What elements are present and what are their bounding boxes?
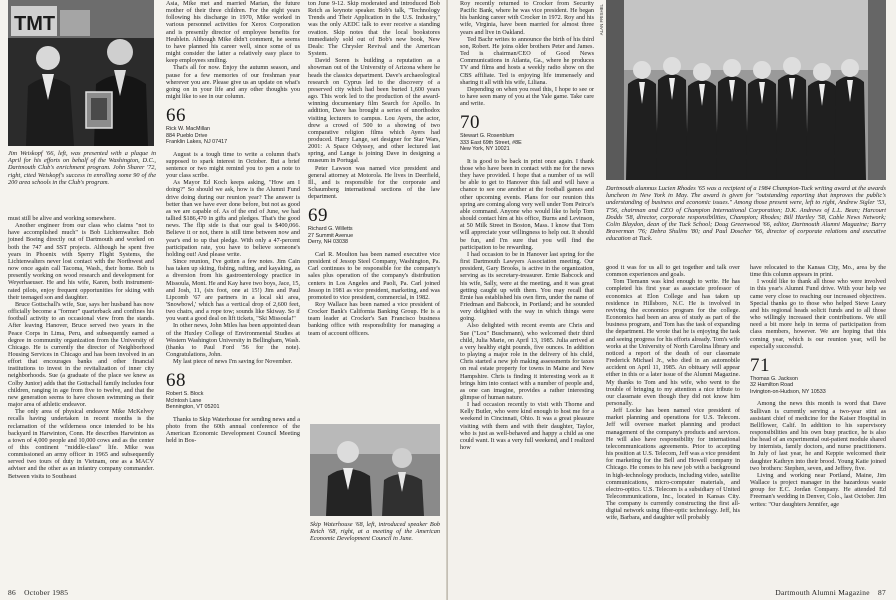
paragraph: Among the news this month is word that Dave Sullivan is currently serving a two-year stint as assistant chief of medicine for the Kaiser Hospital in Bellflower, Calif. In addition to his supervisory responsibilities and his own busy practice, he is also the head of an experimental out-patient module shared by internists, family doctors, and nurse practitioners. In July of last year, he and Keppie welcomed their daughter Kathryn into their brood. Young Katie joined two brothers: Stephen, seven, and Jeffrey, five. (750, 400, 886, 472)
svg-text:TMT: TMT (14, 13, 56, 35)
paragraph: Living and working near Portland, Maine, Jim Wallace is project manager in the hazardous waste group for E.C. Jordan Company. He attended Ed Freeman's wedding in Denver, Colo., last October. Jim writes: "Our daughters Jennifer, age (750, 471, 886, 508)
left-column-3 (308, 0, 440, 337)
publication-name: Dartmouth Alumni Magazine (775, 588, 870, 597)
paragraph: Since reunion, I've gotten a few notes. Jim Cain has taken up skiing, fishing, rafting, and kayaking, as a diversion from his gastroenterology practice in Missoula, Mont. He and Kay have two boys, Jace, 15, and Josh, 11, (six foot, one at 15!) Jim and Paul Lipcomb '67 are partners in a local ski area, 'Snowbowl,' which has a vertical drop of 2,600 feet, two chairs, and a rope tow; sounds like Skiway. So if you want a good deal on lift tickets, "Ski Missoula!" (166, 258, 300, 323)
paragraph: I would like to thank all those who were involved in this year's Alumni Fund drive. With your help we came very close to reaching our increased objectives. Special thanks go to those who helped Steve Leary and his regional heads solicit funds and to all those who willingly increased their contributions. We still need a bit more help in terms of participation from class members, however. We are hoping that this coming year, which is our reunion year, will be especially successful. (750, 278, 886, 350)
paragraph: Another engineer from our class who claims "not to have accomplished much" is Bob Lichtenwalter. Bob joined Boeing directly out of Dartmouth and worked on both the 747 and SST projects. Although he spent five years in Phoenix with Sperry Flight Systems, the Lichtenwalters never lost contact with the Northwest and now once again call Tacoma, Wash., their home. Bob is presently working on wood research and development for Weyerhaeuser. He and his wife, Karen, both instrument-rated pilots, enjoy frequent opportunities for skiing with their teenaged son and daughter. (8, 222, 154, 301)
paragraph: That's all for now. Enjoy the autumn season, and pause for a few memories of our freshman year wherever you are. Please give us an update on what's going on in your life and any other thoughts you might like to see in our column. (166, 64, 300, 101)
right-page (448, 0, 896, 600)
secretary-name: Thomas G. Jackson (750, 375, 798, 382)
class-secretary-address (166, 391, 300, 411)
secretary-street: McIntosh Lane (166, 397, 202, 404)
paragraph: The only area of physical endeavor Mike McKelvey recalls having undertaken in recent months is the reclamation of the wilderness once intended to be his backyard in Harwinton, Conn. He describes Harwinton as a town of 4,000 people and 10,000 cows and as the center of this continent "middle-class" life. Mike was commissioned an army officer in 1965 and subsequently served two tours of duty in Vietnam, one as a MACV adviser and the other as an infantry company commander. Between visits to Southeast (8, 408, 154, 480)
secretary-name: Robert S. Block (166, 391, 204, 398)
paragraph: Roy recently returned to Crocker from Security Pacific Bank, where he was vice president. He began his banking career with Crocker in 1972. Roy and his wife, Virginia, have been married for almost three years and live in Oakland. (460, 0, 594, 36)
champion-tuck-group-image (606, 0, 886, 180)
secretary-city: Irvington-on-Hudson, NY 10533 (750, 388, 826, 395)
paragraph: Carl R. Moulton has been named executive vice president of Jessop Steel Company, Washington, Pa. Carl continues to be responsible for the company's sales plus operation of the company's distribution centers in Los Angeles and Paoli, Pa. Carl joined Jessop in 1981 as vice president, marketing, and was promoted to vice president, commercial, in 1982. (308, 250, 440, 301)
class-66-header (166, 106, 300, 146)
secretary-city: Bennington, VT 05201 (166, 404, 220, 411)
paragraph: As Mayor Ed Koch keeps asking, "How am I doing?" So should we ask, how is the Alumni Fund drive doing during our reunion year? The answer is better than we have ever done before, but not as good as we are capable of. As of the end of June, we had tallied $186,470 in gifts and pledges. That's the good news. The flip side is that our goal is $400,066. Believe it or not, there is still time between now and year's end to up that pledge. With only a 47-percent participation rate, you have to believe someone's holding out! And please write. (166, 179, 300, 258)
paragraph: I had occasion to be in Hanover last spring for the first Dartmouth Lawyers Association meeting. Our president, Gary Brooks, is active in the organization, serving as its secretary-treasurer. Ernie Babcock and his wife, Sally, were at the meeting, and it was great getting caught up with them. You may recall that Ernie has established his own firm, under the name of Friedman and Babcock, in Portland; and he sounded very delighted with the way in which things were going. (460, 250, 594, 323)
secretary-street: 333 East 69th Street, #8E (460, 139, 522, 146)
secretary-street: 884 Pueblo Drive (166, 132, 208, 139)
class-68-header (166, 371, 300, 411)
paragraph: Peter Lawson was named vice president and general attorney at Motorola. He lives in Deerfield, Ill., and is responsible for the corporate and Schaumberg international sections of the law department. (308, 164, 440, 201)
weiskopf-plaque-image (8, 0, 154, 146)
paragraph: must still be alive and working somewhere. (8, 215, 116, 222)
paragraph: Also delighted with recent events are Chris and Sue ("Lou" Buschmann), who welcomed their third child, Julia Marie, on April 13, 1985. Julia arrived at a very healthy eight pounds, five ounces. In addition to playing a major role in the delivery of his child, Chris started a new job making assessments for taxes on real estate property for towns in Maine and New Hampshire. Chris is finding it interesting work as it brings him into contact with a number of people and, as one can imagine, provides a rather interesting glimpse of human nature. (460, 322, 594, 401)
page-number: 87 (878, 588, 886, 597)
class-71-header (750, 356, 886, 396)
paragraph: have relocated to the Kansas City, Mo., area by the time this column appears in print. (750, 264, 886, 279)
paragraph: Roy Wallace has been named a vice president of Crocker Bank's California Banking Group. He is a team leader at Crocker's San Francisco business banking office with responsibility for managing a team of account officers. (308, 300, 440, 337)
champion-tuck-caption: Dartmouth alumnus Lucien Rhodes '65 was a recipient of a 1984 Champion-Tuck writing award at the awards luncheon in New York in May. The award is given for "outstanding reporting that improves the public's understanding of business and economic issues." Among those present were, left to right, Andrew Sigler '53, T'56, chairman and CEO of Champion International Corporation; D.K. Andrews of L.L. Bean; Harcourt Dodds '58, director, corporate responsibilities, Champion; Rhodes; Bill Hartley '58, Cable News Network; Colin Blaydon, dean of the Tuck School; Doug Greenwood '66, editor, Dartmouth Alumni Magazine; Barry Braverman '76; Debra Shulins '80; and Paul Doscher '66, director of corporate relations and executive education at Tuck. (606, 185, 886, 243)
class-number: 69 (308, 205, 328, 227)
paragraph: Ted Bachr writes to announce the birth of his third son, Robert. He joins older brothers Peter and James. Ted is chairman/CEO of Good News Communications in Atlanta, Ga., where he produces TV and films and hosts a weekly radio show on the CBS affiliate. Ted is enjoying life immensely and sharing it all with his wife, Liliana. (460, 35, 594, 86)
paragraph: Depending on when you read this, I hope to see or to have seen many of you at the Yale game. Take care and write. (460, 85, 594, 108)
secretary-city: Derry, NH 03038 (308, 239, 349, 246)
secretary-street: 32 Hamilton Road (750, 382, 794, 389)
class-secretary-address (460, 133, 594, 153)
right-folio (775, 588, 886, 597)
page-number: 86 (8, 588, 16, 597)
secretary-name: Richard G. Willetts (308, 226, 353, 233)
left-column-2 (166, 0, 300, 445)
class-number: 66 (166, 105, 186, 127)
secretary-street: 27 Summit Avenue (308, 232, 354, 239)
paragraph: ton June 9-12. Skip moderated and introduced Bob Reich as keynote speaker. Bob's talk, "Technology Trends and Their Application in the U.S. Industry," was the only AEDC talk to ever receive a standing ovation. Skip notes that the local bookstores immediately sold out of Bob's new book, New Deals: The Chrysler Revival and the American System. (308, 0, 440, 58)
weiskopf-plaque-photo (8, 0, 154, 146)
paragraph: Thanks to Skip Waterhouse for sending news and a photo from the 60th annual conference of the American Economic Development Council Meeting held in Bos- (166, 415, 300, 445)
champion-tuck-group-photo (606, 0, 886, 180)
class-number: 71 (750, 354, 770, 376)
class-number: 68 (166, 370, 186, 392)
right-column-1 (460, 0, 594, 451)
class-secretary-address (308, 226, 440, 246)
right-column-3 (750, 264, 886, 508)
paragraph: Asia, Mike met and married Marian, the future mother of their three children. For the eight years following his discharge in 1970, Mike worked in various personnel activities for Xerox Corporation and is presently director of employee benefits for Heublein. Although Mike didn't comment, he seems to have planned his career well, since some of us might consider the latter a relatively easy place to keep employees smiling. (166, 0, 300, 65)
right-column-2 (606, 264, 740, 522)
waterhouse-reich-photo (310, 424, 440, 516)
paragraph: Tom Tiemann was kind enough to write. He has completed his first year as associate professor of economics at Elon College and has taken up residence in Hillsboro, N.C. He is involved in reviving the economics program for the college. Economics had been an area of study as part of the business program, and Tom has the task of expanding the department. He wrote that he is enjoying the task and seeing progress for his efforts already. Tom's wife works at the University of North Carolina library and noticed a report of the death of our classmate Frederick Michael Jr., who died in an automobile accident on April 11, 1985. An obituary will appear either in this or a later issue of the Alumni Magazine. My thanks to Tom and his wife, who went to the trouble of bringing to my attention a nice tribute to our classmate even though they did not know him personally. (606, 278, 740, 407)
secretary-city: Franklin Lakes, NJ 07417 (166, 139, 228, 146)
waterhouse-caption: Skip Waterhouse '68, left, introduced speaker Bob Reich '68, right, at a meeting of the American Economic Development Council in June. (310, 521, 440, 543)
class-secretary-address (166, 126, 300, 146)
issue-date: October 1985 (24, 588, 69, 597)
left-column-1 (8, 215, 154, 480)
left-folio (8, 588, 68, 597)
paragraph: My last piece of news I'm saving for November. (173, 358, 293, 366)
class-number: 70 (460, 112, 480, 134)
paragraph: Bruce Gottschall's wife, Sue, says her husband has now officially become a "former" quarterback and confines his football activity to an occasional view from the stands. After leaving Hanover, Bruce served two years in the Peace Corps in Lima, Peru, and subsequently earned a degree in community organization from the University of Chicago. He is currently the director of Neighborhood Housing Services in Chicago and has been involved in an effort that encourages banks and other financial institutions to invest in the revitalization of inner city neighborhoods. Sue (a graduate of the place we knew as Colby Junior) adds that the Gottschall family includes four children, ranging in age from five to twelve, and that the new generation seems to have chosen swimming as their major area of athletic endeavor. (8, 300, 154, 409)
paragraph: August is a tough time to write a column that's supposed to spark interest in October. But a brief sentence or two might remind you to pen a note to your class scribe. (166, 150, 300, 180)
paragraph: David Soren is building a reputation as a showman out of the University of Arizona where he heads the classics department. Dave's archaeological research on Cyprus led to the discovery of a preserved city which had been buried 1,600 years ago. This work led to the production of the award-winning documentary film Search for Apollo. In addition, Dave has brought a series of unorthodox visiting lecturers to campus. Lou Ayers, the actor, drew a crowd of 500 to a showing of two comparative religion films which Ayers had produced. Harry Lange, set designer for Star Wars, 2001: A Space Odyssey, and other lectured last spring, and Lange is joining Dave in designing a museum in Portugal. (308, 57, 440, 165)
photo-credit: ALAN FRISHEL (599, 4, 604, 36)
paragraph: In other news, John Miles has been appointed dean of the Huxley College of Environmental Studies at Western Washington University in Bellingham, Wash. (thanks to Paul Ford '56 for the note). Congratulations, John. (166, 322, 300, 359)
secretary-name: Rick W. MacMillan (166, 126, 211, 133)
paragraph: It is good to be back in print once again. I thank those who have been in contact with me for the news they have provided. I hope that a number of us will be able to get to Hanover this fall and will have a chance to see one another at the football games and other upcoming events. Plans for our reunion this spring are coming along very well under Tom Peirce's able command. Anyone who would like to help Tom should contact him at his office, Burns and Levinson, at 50 Milk Street in Boston, Mass. I know that Tom will appreciate your willingness to help out. It should be fun, and I'm sure that you will find the participation to be rewarding. (460, 157, 594, 251)
paragraph: good it was for us all to get together and talk over common experiences and goals. (606, 264, 740, 279)
secretary-name: Stewart G. Rosenblum (460, 133, 515, 140)
class-70-header (460, 113, 594, 153)
weiskopf-caption: Jim Weiskopf '66, left, was presented with a plaque in April for his efforts on behalf of the Washington, D.C., Dartmouth Club's enrichment program. John Sharer '72, right, cited Weiskopf's success in enrolling some 90 of the 200 area schools in the Club's program. (8, 150, 156, 186)
paragraph: I had occasion recently to visit with Thorne and Kelly Butler, who were kind enough to host me for a weekend in Cincinnati, Ohio. It was a great pleasure visiting with them and with their daughter, Taylor, who is just as well-behaved and happy a child as one could want. It was a very full weekend, and I realized how (460, 401, 594, 452)
waterhouse-reich-image (310, 424, 440, 516)
paragraph: Jeff Locke has been named vice president of market planning and operations for U.S. Telecom. Jeff will oversee market planning and product management of the company's products and services. He will also have responsibility for international telecommunications agreements. Prior to accepting his position at U.S. Telecom, Jeff was a vice president for marketing for the Bell and Howell company in Chicago. He comes to his new job with a background in high-technology products, including video, satellite communications, micro-computer materials, and electro-optics. U.S. Telecom is a subsidiary of United Telecommunications, Inc., located in Kansas City. The company is currently constructing the first all-digital network using fiber-optic technology. Jeff, his wife, Barbara, and daughter will probably (606, 407, 740, 522)
class-69-header (308, 206, 440, 246)
secretary-city: New York, NY 10021 (460, 146, 510, 153)
class-secretary-address (750, 376, 886, 396)
